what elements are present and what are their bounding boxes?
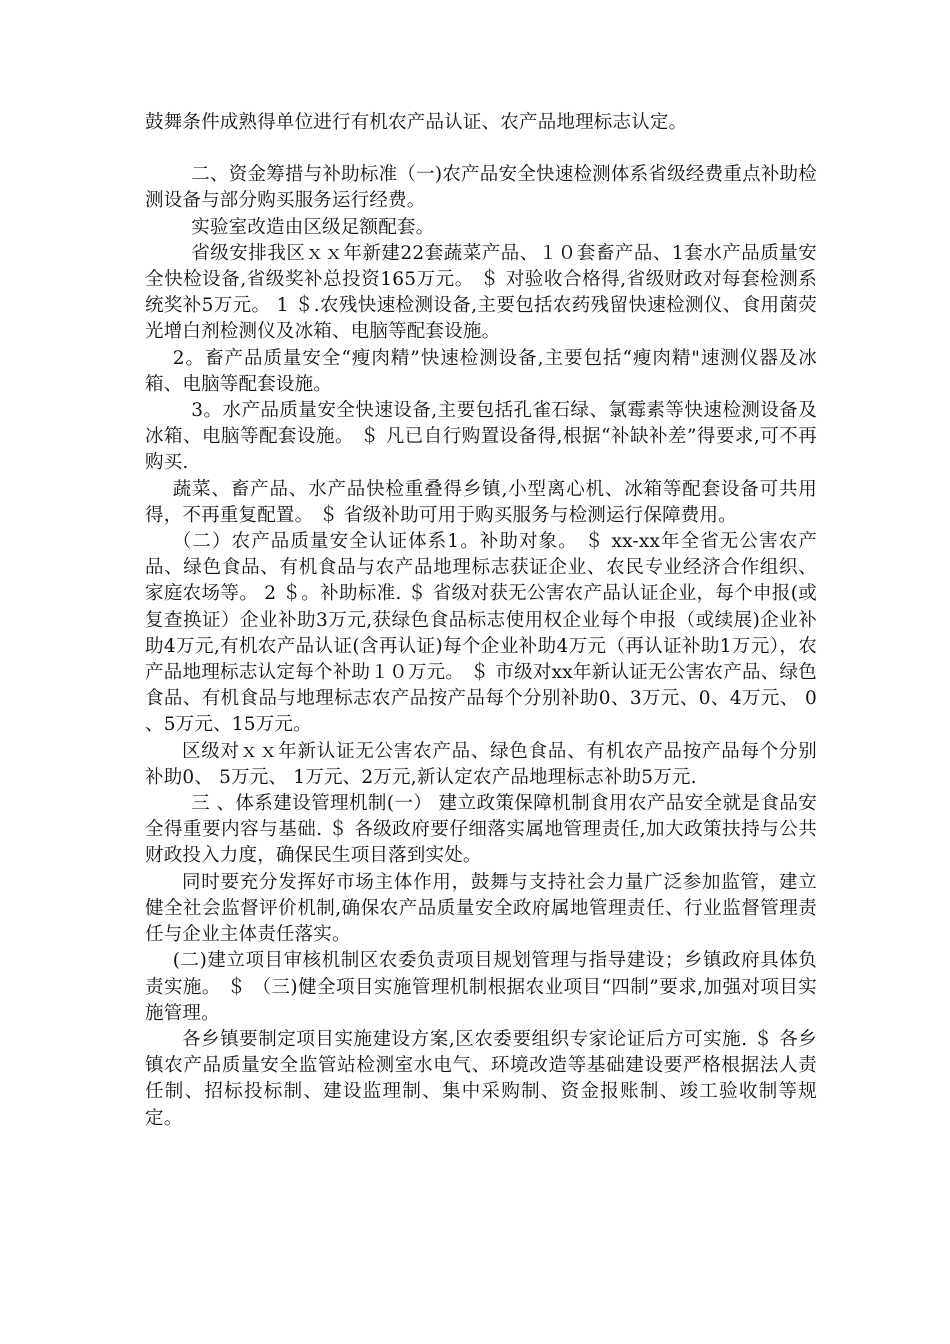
paragraph-4: 省级安排我区ｘｘ年新建22套蔬菜产品、１０套畜产品、1套水产品质量安全快检设备,省级奖补总投资165万元。 ＄ 对验收合格得,省级财政对每套检测系统奖补5万元。 1 ＄.农残快速检测设备,主要包括农药残留快速检测仪、食用菌荧光增白剂检测仪及冰箱、电脑等配套设施。 — [145, 242, 817, 343]
paragraph-7: 蔬菜、畜产品、水产品快检重叠得乡镇,小型离心机、冰箱等配套设备可共用得，不再重复配置。 ＄ 省级补助可用于购买服务与检测运行保障费用。 — [145, 478, 817, 526]
paragraph-6: 3。水产品质量安全快速设备,主要包括孔雀石绿、氯霉素等快速检测设备及冰箱、电脑等配套设施。 ＄ 凡已自行购置设备得,根据“补缺补差”得要求,可不再购买. — [145, 400, 817, 474]
paragraph-13: 各乡镇要制定项目实施建设方案,区农委要组织专家论证后方可实施. ＄ 各乡镇农产品质量安全监管站检测室水电气、环境改造等基础建设要严格根据法人责任制、招标投标制、建设监理制、集中采购制、资金报账制、竣工验收制等规定。 — [145, 1028, 817, 1129]
paragraph-8: （二）农产品质量安全认证体系1。补助对象。 ＄ xx-xx年全省无公害农产品、绿色食品、有机食品与农产品地理标志获证企业、农民专业经济合作组织、家庭农场等。 2 ＄。补助标准. ＄ 省级对获无公害农产品认证企业，每个申报(或复查换证）企业补助3万元,获绿色食品标志使用权企业每个申报（或续展)企业补助4万元,有机农产品认证(含再认证)每个企业补助4万元（再认证补助1万元），农产品地理标志认定每个补助１０万元。 ＄ 市级对xx年新认证无公害农产品、绿色食品、有机食品与地理标志农产品按产品每个分别补助0、3万元、0、4万元、 0 、5万元、15万元。 — [145, 531, 817, 736]
document-page — [145, 110, 817, 1132]
paragraph-12: (二)建立项目审核机制区农委负责项目规划管理与指导建设；乡镇政府具体负责实施。 ＄ （三)健全项目实施管理机制根据农业项目“四制”要求,加强对项目实施管理。 — [145, 950, 817, 1024]
paragraph-10: 三 、体系建设管理机制(一） 建立政策保障机制食用农产品安全就是食品安全得重要内容与基础. ＄ 各级政府要仔细落实属地管理责任,加大政策扶持与公共财政投入力度，确保民生项目落到实处。 — [145, 793, 817, 867]
paragraph-2: 二、资金筹措与补助标准（一)农产品安全快速检测体系省级经费重点补助检测设备与部分购买服务运行经费。 — [145, 164, 817, 212]
paragraph-5: 2。畜产品质量安全“瘦肉精”快速检测设备,主要包括“瘦肉精"速测仪器及冰箱、电脑等配套设施。 — [145, 347, 817, 395]
paragraph-9: 区级对ｘｘ年新认证无公害农产品、绿色食品、有机农产品按产品每个分别补助0、 5万元、 1万元、2万元,新认定农产品地理标志补助5万元. — [145, 740, 817, 788]
paragraph-3: 实验室改造由区级足额配套。 — [191, 216, 435, 238]
paragraph-1: 鼓舞条件成熟得单位进行有机农产品认证、农产品地理标志认定。 — [145, 112, 688, 133]
paragraph-11: 同时要充分发挥好市场主体作用，鼓舞与支持社会力量广泛参加监管，建立健全社会监督评价机制,确保农产品质量安全政府属地管理责任、行业监督管理责任与企业主体责任落实。 — [145, 871, 817, 946]
